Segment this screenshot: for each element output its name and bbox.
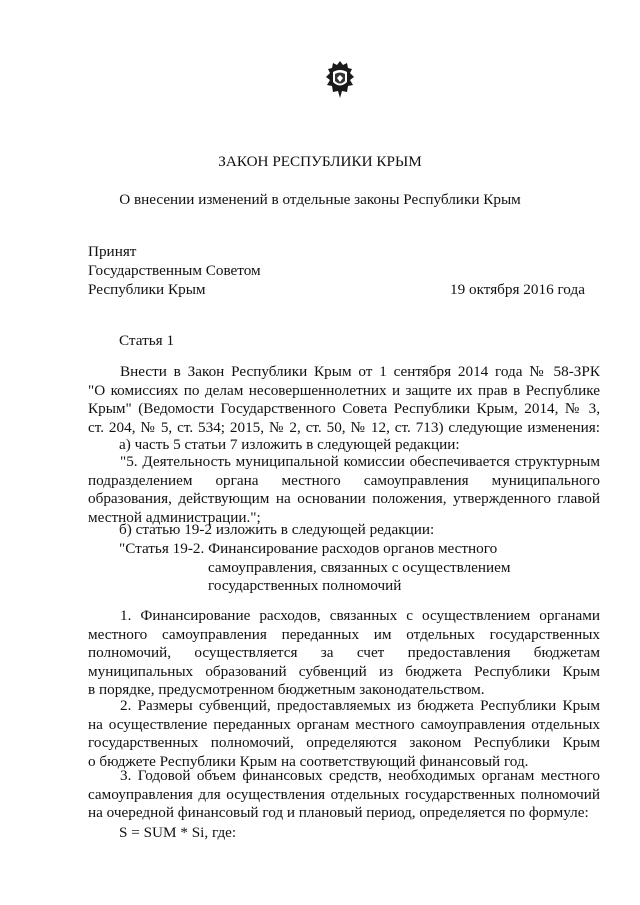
adoption-line-2: Государственным Советом [88,262,261,279]
item-b: б) статью 19-2 изложить в следующей редакции: [119,521,435,538]
paragraph-2-line: 2. Размеры субвенций, предоставляемых из бюджета Республики Крым [120,697,600,714]
paragraph-1 [88,607,600,700]
intro-line: Внести в Закон Республики Крым от 1 сентября 2014 года № 58-ЗРК [120,363,600,380]
new-article-heading-line-3: государственных полномочий [208,577,402,594]
paragraph-3-line: 3. Годовой объем финансовых средств, необходимых органам местного [120,767,600,784]
adoption-date: 19 октября 2016 года [450,281,585,298]
item-a-line: образования, действующим на основании положения, утвержденного главой [88,490,600,508]
paragraph-1-line: полномочий, осуществляется за счет предоставления бюджетам [88,644,600,662]
intro-line: Крым" (Ведомости Государственного Совета Республики Крым, 2014, № 3, [88,400,600,418]
intro-line: ст. 204, № 5, ст. 534; 2015, № 2, ст. 50, № 12, ст. 713) следующие изменения: [88,418,600,436]
new-article-heading-line-1: "Статья 19-2. Финансирование расходов органов местного [119,540,498,557]
paragraph-2 [88,697,600,771]
paragraph-1-line: в порядке, предусмотренном бюджетным законодательством. [88,681,485,699]
item-a-text [88,453,600,527]
adoption-line-1: Принят [88,243,137,260]
paragraph-2-line: государственных полномочий, определяются законом Республики Крым [88,734,600,752]
adoption-line-3: Республики Крым [88,281,206,298]
law-subtitle: О внесении изменений в отдельные законы Республики Крым [119,191,521,208]
paragraph-1-line: 1. Финансирование расходов, связанных с осуществлением органами [120,607,600,624]
paragraph-3-line: самоуправления для осуществления отдельных государственных полномочий [88,785,600,803]
new-article-heading-line-2: самоуправления, связанных с осуществлением [208,559,511,576]
item-a: а) часть 5 статьи 7 изложить в следующей редакции: [119,436,460,453]
paragraph-2-line: на осуществление переданных органам местного самоуправления отдельных [88,715,600,733]
item-a-line: "5. Деятельность муниципальной комиссии обеспечивается структурным [120,453,600,470]
paragraph-1-line: муниципальных образований субвенций из бюджета Республики Крым [88,662,600,680]
crimea-coat-of-arms-icon [323,60,357,100]
paragraph-3 [88,767,600,823]
intro-line: "О комиссиях по делам несовершеннолетних и защите их прав в Республике [88,381,600,399]
paragraph-2-line: о бюджете Республики Крым на соответствующий финансовый год. [88,752,529,770]
article-heading: Статья 1 [119,332,175,349]
intro-paragraph [88,363,600,437]
law-title: ЗАКОН РЕСПУБЛИКИ КРЫМ [218,153,422,170]
paragraph-1-line: местного самоуправления переданных им отдельных государственных [88,625,600,643]
formula: S = SUM * Si, где: [119,824,237,841]
item-a-line: подразделением органа местного самоуправления муниципального [88,471,600,489]
paragraph-3-line: на очередной финансовый год и плановый период, определяется по формуле: [88,804,589,822]
item-a-line: местной администрации."; [88,508,261,526]
